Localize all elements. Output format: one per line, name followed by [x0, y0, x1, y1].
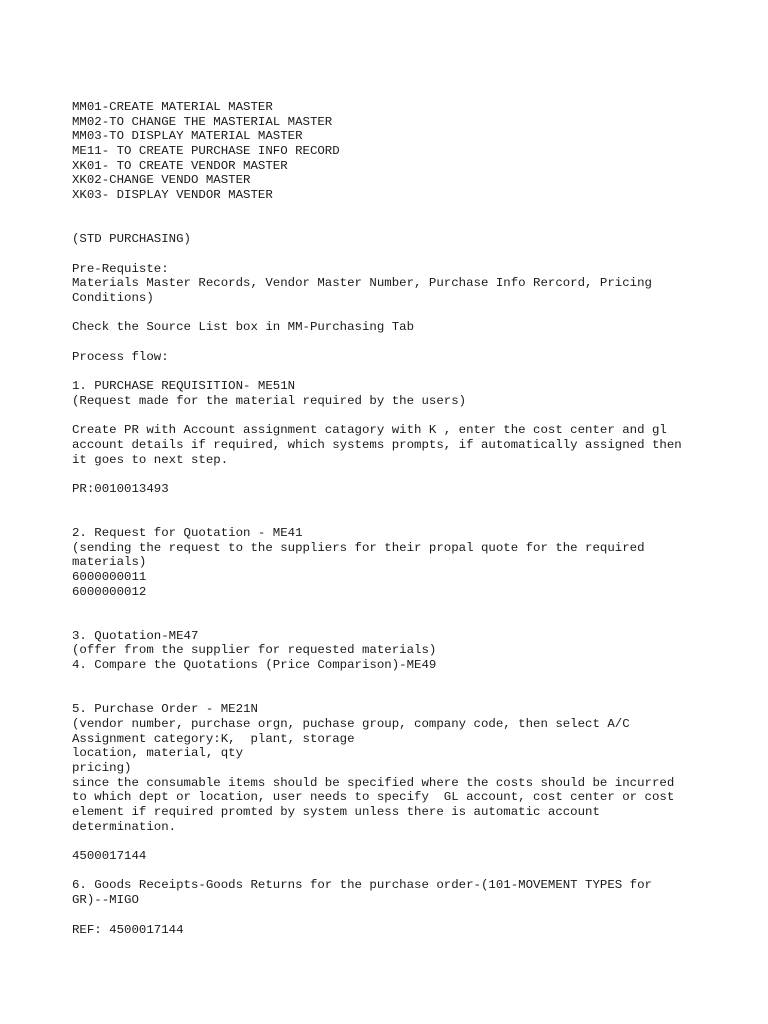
- blank-line: [72, 688, 712, 703]
- text-line: (Request made for the material required by the users): [72, 393, 467, 408]
- text-line: Process flow:: [72, 349, 169, 364]
- blank-line: [72, 497, 712, 512]
- step-heading: 6. Goods Receipts-Goods Returns for the purchase order-(101-MOVEMENT TYPES for: [72, 878, 652, 893]
- blank-line: [72, 364, 712, 379]
- text-line: element if required promted by system unless there is automatic account: [72, 805, 600, 819]
- blank-line: [72, 467, 712, 482]
- text-line: location, material, qty: [72, 746, 244, 761]
- blank-line: [72, 614, 712, 629]
- step-heading: 3. Quotation-ME47: [72, 628, 199, 643]
- blank-line: [72, 834, 712, 849]
- blank-line: [72, 673, 712, 688]
- text-line: Check the Source List box in MM-Purchasing Tab: [72, 320, 415, 335]
- step-heading: 2. Request for Quotation - ME41: [72, 525, 303, 540]
- text-line: 6000000012: [72, 584, 147, 599]
- blank-line: [72, 306, 712, 321]
- text-line: account details if required, which systems prompts, if automatically assigned then: [72, 437, 682, 452]
- text-line: determination.: [72, 819, 177, 834]
- step-heading: 4. Compare the Quotations (Price Comparison)-ME49: [72, 658, 437, 673]
- text-line: (sending the request to the suppliers for their propal quote for the required: [72, 540, 645, 555]
- step-heading: 5. Purchase Order - ME21N: [72, 702, 258, 717]
- step-heading: 1. PURCHASE REQUISITION- ME51N: [72, 379, 296, 394]
- text-line: 4500017144: [72, 849, 147, 864]
- blank-line: [72, 335, 712, 350]
- text-line: to which dept or location, user needs to specify GL account, cost center or cost: [72, 790, 675, 805]
- text-line: XK02-CHANGE VENDO MASTER: [72, 173, 251, 188]
- blank-line: [72, 599, 712, 614]
- blank-line: [72, 864, 712, 879]
- blank-line: [72, 908, 712, 923]
- text-line: PR:0010013493: [72, 481, 169, 496]
- text-line: 6000000011: [72, 570, 147, 584]
- document-body: [72, 100, 712, 937]
- text-line: pricing): [72, 760, 132, 775]
- blank-line: [72, 203, 712, 218]
- text-line: XK03- DISPLAY VENDOR MASTER: [72, 188, 273, 203]
- text-line: GR)--MIGO: [72, 893, 139, 908]
- text-line: XK01- TO CREATE VENDOR MASTER: [72, 158, 288, 173]
- text-line: ME11- TO CREATE PURCHASE INFO RECORD: [72, 144, 340, 159]
- blank-line: [72, 247, 712, 262]
- text-line: since the consumable items should be specified where the costs should be incurred: [72, 775, 675, 790]
- blank-line: [72, 218, 712, 233]
- text-line: Create PR with Account assignment catagory with K , enter the cost center and gl: [72, 423, 667, 438]
- text-line: MM03-TO DISPLAY MATERIAL MASTER: [72, 129, 303, 144]
- text-line: (offer from the supplier for requested materials): [72, 643, 437, 658]
- text-line: MM02-TO CHANGE THE MASTERIAL MASTER: [72, 114, 333, 129]
- text-line: it goes to next step.: [72, 452, 229, 467]
- section-heading: (STD PURCHASING): [72, 232, 191, 247]
- text-line: REF: 4500017144: [72, 922, 184, 937]
- text-line: MM01-CREATE MATERIAL MASTER: [72, 100, 273, 114]
- text-line: materials): [72, 555, 147, 570]
- text-line: Assignment category:K, plant, storage: [72, 731, 355, 746]
- text-line: Pre-Requiste:: [72, 261, 169, 276]
- text-line: Materials Master Records, Vendor Master Number, Purchase Info Rercord, Pricing: [72, 276, 652, 291]
- blank-line: [72, 511, 712, 526]
- text-line: (vendor number, purchase orgn, puchase group, company code, then select A/C: [72, 716, 630, 731]
- blank-line: [72, 408, 712, 423]
- text-line: Conditions): [72, 290, 154, 305]
